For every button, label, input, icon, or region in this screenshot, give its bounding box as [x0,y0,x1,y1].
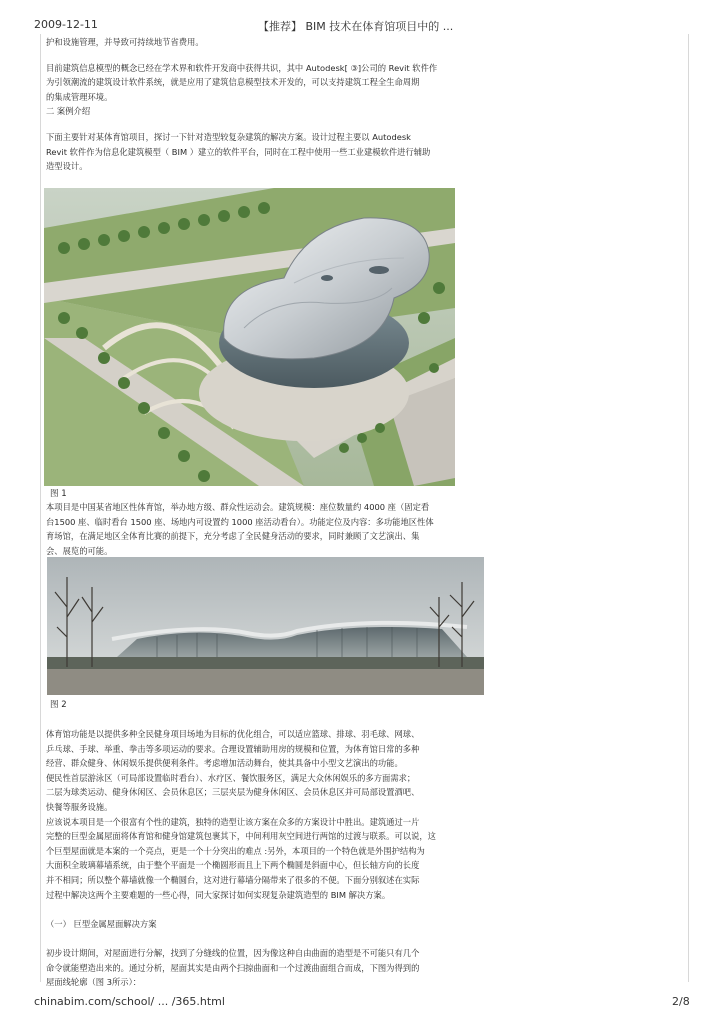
paragraph-line: 应该说本项目是一个很富有个性的建筑，独特的造型让该方案在众多的方案设计中胜出。建筑通过一片 [46,816,420,827]
paragraph-line: 经营、群众健身、休闲娱乐提供便利条件。考虑增加活动舞台，使其具备中小型文艺演出的功能。 [46,758,403,769]
paragraph-line: 下面主要针对某体育馆项目，探讨一下针对造型较复杂建筑的解决方案。设计过程主要以 Autodesk [46,131,411,142]
paragraph-line: 命令就能塑造出来的。通过分析，屋面其实是由两个扫掠曲面和一个过渡曲面组合而成，下图为得到的 [46,962,420,973]
paragraph-line: 并不相同；所以整个幕墙就像一个椭圆台，这对进行幕墙分隔带来了很多的不便。下面分别叙述在实际 [46,874,420,885]
paragraph-line: 体育馆功能是以提供多种全民健身项目场地为目标的优化组合，可以适应篮球、排球、羽毛球、网球、 [46,729,420,739]
paragraph-line: 为引领潮流的建筑设计软件系统，就是应用了建筑信息模型技术开发的，可以支持建筑工程全生命周期 [46,77,420,88]
footer-page-number: 2/8 [672,995,690,1008]
paragraph-line: 个巨型屋面就是本案的一个亮点，更是一个十分突出的难点 :另外，本项目的一个特色就是外围护结构为 [46,845,425,856]
paragraph-line: 屋面线轮廓（图 3所示）： [46,977,142,988]
paragraph-line: 造型设计。 [46,161,88,172]
paragraph-line: 会、展览的可能。 [46,545,113,556]
header-title: 【推荐】 BIM 技术在体育馆项目中的 ... [258,20,454,33]
paragraph-line: 护和设施管理，并导致可持续地节省费用。 [46,37,204,47]
text-block-function [46,727,486,990]
paragraph-line: 完整的巨型金属屋面将体育馆和健身馆建筑包裹其下，中间利用灰空间进行两馆的过渡与联系。可以说，这 [46,831,436,842]
paragraph-line: 目前建筑信息模型的概念已经在学术界和软件开发商中获得共识，其中 Autodesk[ ③]公司的 Revit 软件作 [46,62,438,73]
paragraph-line: 大面积全玻璃幕墙系统，由于整个平面是一个椭圆形而且上下两个椭圆是斜面中心，但长轴方向的长度 [46,860,420,871]
paragraph-line: 乒乓球、手球、举重、拳击等多项运动的要求。合理设置辅助用房的规模和位置，为体育馆日常的多种 [46,743,420,754]
paragraph-line: 本项目是中国某省地区性体育馆，举办地方级、群众性运动会。建筑规模：座位数量约 4000 座（固定看 [46,502,430,512]
paragraph-line: 的集成管理环境。 [46,91,113,102]
paragraph-line: Revit 软件作为信息化建筑模型（ BIM ）建立的软件平台，同时在工程中使用一些工业建模软件进行辅助 [46,146,431,157]
page-frame-right [688,34,689,982]
text-block-project [46,500,486,558]
figure-2-elevation-rendering [47,557,484,695]
paragraph-line: 育场馆，在满足地区全体育比赛的前提下，充分考虑了全民健身活动的要求，同时兼顾了文艺演出、集 [46,531,420,542]
figure-2-caption: 图 2 [50,700,67,710]
paragraph-line: 便民性首层游泳区（可局部设置临时看台）、水疗区、餐饮服务区，满足大众休闲娱乐的多方面需求； [46,772,416,783]
paragraph-line: 过程中解决这两个主要难题的一些心得，同大家探讨如何实现复杂建筑造型的 BIM 解决方案。 [46,889,391,900]
text-block-intro [46,35,486,174]
page-frame-left [40,34,41,982]
figure-1-aerial-rendering [44,188,455,486]
paragraph-line: 台1500 座、临时看台 1500 座、场地内可设置约 1000 座活动看台）。功能定位及内容：多功能地区性体 [46,516,434,527]
paragraph-line: 二层为球类运动、健身休闲区、会员休息区；三层夹层为健身休闲区、会员休息区并可局部设置酒吧、 [46,787,420,798]
figure-2-caption-wrap [46,698,486,713]
paragraph-line: 初步设计期间，对屋面进行分解，找到了分缝线的位置，因为像这种自由曲面的造型是不可能只有几个 [46,947,420,958]
header-date: 2009-12-11 [34,18,98,31]
paragraph-line: 快餐等服务设施。 [46,801,113,812]
paragraph-line [46,902,486,917]
section-heading: 二 案例介绍 [46,106,91,117]
figure-1-caption: 图 1 [50,489,67,499]
footer-url: chinabim.com/school/ ... /365.html [34,995,225,1008]
stadium-elevation-image [47,557,484,695]
section-heading: （一） 巨型金属屋面解决方案 [46,918,157,929]
paragraph-line [46,931,486,946]
stadium-aerial-image [44,188,455,486]
